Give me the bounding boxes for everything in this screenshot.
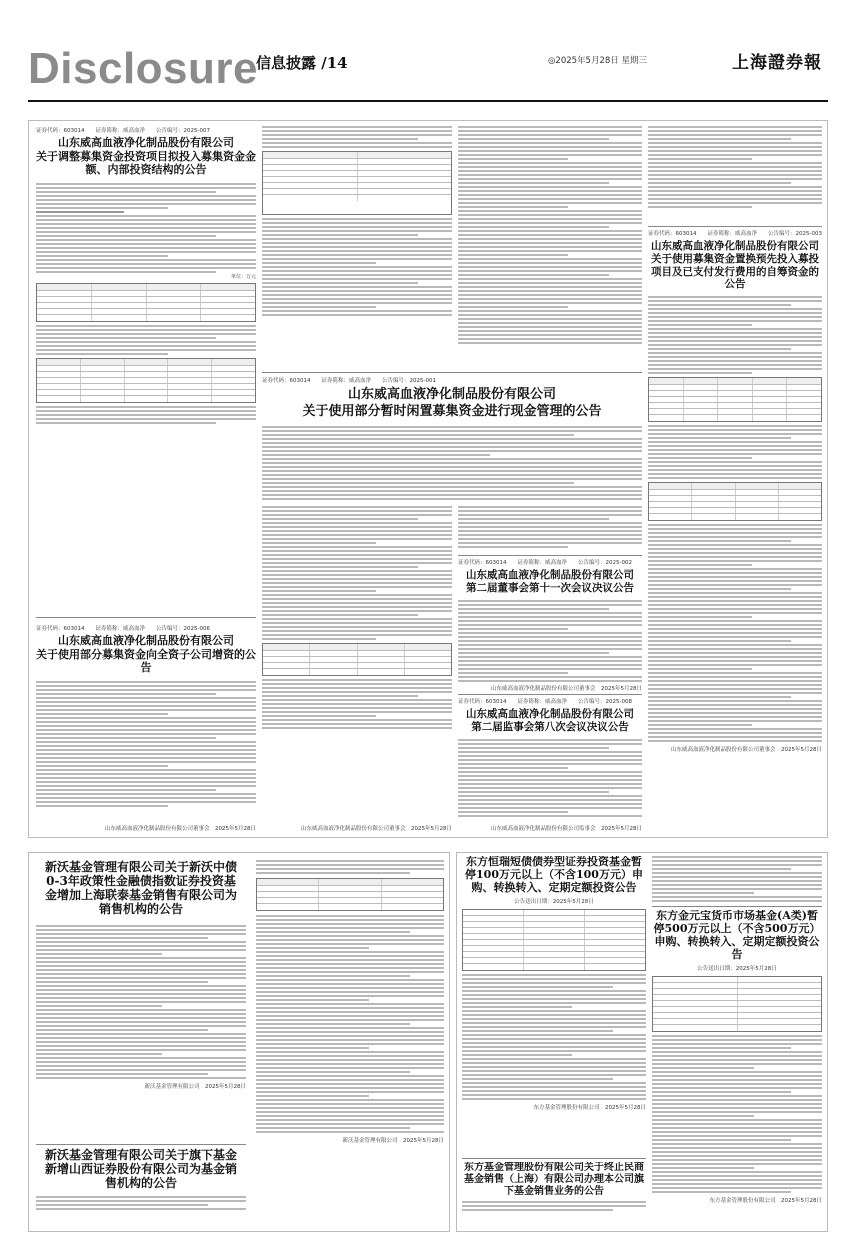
announcement-board-resolution	[458, 558, 642, 698]
stock-code-line: 证券代码：603014 证券简称：威高血净 公告编号：2025-007	[36, 128, 210, 134]
announcement-title: 新沃基金管理有限公司关于旗下基金新增山西证券股份有限公司为基金销售机构的公告	[44, 1148, 237, 1191]
divider	[36, 617, 256, 618]
unit-label: 单位：万元	[230, 273, 256, 280]
signature: 新沃基金管理有限公司 2025年5月28日	[342, 1138, 444, 1144]
body-text	[462, 1201, 646, 1211]
announcement-dongfang-hengrui	[462, 856, 646, 1156]
signature-block-ann6	[458, 824, 642, 834]
company-name: 山东威高血液净化制品股份有限公司	[651, 240, 819, 252]
divider	[648, 226, 822, 227]
signature: 新沃基金管理有限公司 2025年5月28日	[144, 1083, 246, 1090]
announcement-xinwo-shanxi	[36, 1148, 246, 1228]
announcement-title: 关于调整募集资金投资项目拟投入募集资金金额、内部投资结构的公告	[36, 149, 256, 176]
masthead-rule	[28, 100, 828, 102]
publish-date-line: 公告送出日期：2025年5月28日	[697, 965, 777, 972]
signature: 东方基金管理股份有限公司 2025年5月28日	[533, 1104, 646, 1111]
announcement-title: 东方基金管理股份有限公司关于终止民商基金销售（上海）有限公司办理本公司旗下基金销售业务的公告	[464, 1162, 644, 1197]
brand-logo: Disclosure	[28, 44, 258, 93]
signature: 东方基金管理股份有限公司 2025年5月28日	[709, 1197, 822, 1204]
company-name: 山东威高血液净化制品股份有限公司	[58, 136, 234, 149]
signature: 山东威高血液净化制品股份有限公司监事会 2025年5月28日	[491, 826, 642, 832]
company-name: 山东威高血液净化制品股份有限公司	[466, 708, 634, 720]
announcement-title: 新沃基金管理有限公司关于新沃中债0-3年政策性金融债指数证券投资基金增加上海联泰基金销售有限公司为销售机构的公告	[44, 860, 237, 917]
divider	[462, 1158, 646, 1159]
announcement-title: 关于使用募集资金置换预先投入募投项目及已支付发行费用的自筹资金的公告	[651, 253, 819, 291]
body-text	[36, 925, 246, 1079]
announcement-fund-adjustment-cont	[262, 126, 452, 370]
stock-code-line: 证券代码：603014 证券简称：威高血净 公告编号：2025-008	[458, 699, 632, 705]
body-text	[458, 600, 642, 682]
divider	[458, 555, 642, 556]
stock-code-line: 证券代码：603014 证券简称：威高血净 公告编号：2025-006	[36, 626, 210, 632]
body-text	[648, 296, 822, 374]
announcement-cash-management	[262, 376, 642, 504]
announcement-title: 第二届董事会第十一次会议决议公告	[466, 582, 634, 595]
issuance-cost-table	[648, 482, 822, 521]
announcement-xinwo-lianta	[36, 860, 246, 1140]
body-text	[262, 426, 642, 500]
company-name: 山东威高血液净化制品股份有限公司	[466, 569, 634, 581]
announcement-dongfang-jinyuanbao	[652, 910, 822, 1228]
signature-block-ann5	[458, 684, 642, 693]
announcement-fund-adjustment	[36, 126, 256, 426]
body-text	[36, 183, 256, 273]
fund-code-table	[256, 878, 444, 911]
signature-block-ann3	[36, 824, 256, 834]
body-text	[458, 739, 642, 817]
capital-table	[262, 643, 452, 676]
announcement-fund-replacement	[648, 229, 822, 834]
company-name: 山东威高血液净化制品股份有限公司	[347, 387, 556, 402]
announcement-title: 东方恒瑞短债债券型证券投资基金暂停100万元以上（不含100万元）申购、转换转入、定期定额投资公告	[465, 856, 643, 894]
newspaper-name: 上海證券報	[732, 53, 822, 73]
divider	[36, 1144, 246, 1145]
fund-info-table	[652, 976, 822, 1032]
stock-code-line: 证券代码：603014 证券简称：威高血净 公告编号：2025-002	[458, 560, 632, 566]
company-name: 山东威高血液净化制品股份有限公司	[58, 634, 234, 647]
signature: 山东威高血液净化制品股份有限公司董事会 2025年5月28日	[105, 826, 256, 832]
announcement-title: 关于使用部分暂时闲置募集资金进行现金管理的公告	[302, 404, 602, 420]
signature-block-ann2	[262, 824, 452, 834]
section-title: 信息披露 /14	[256, 54, 348, 72]
signature: 山东威高血液净化制品股份有限公司董事会 2025年5月28日	[491, 686, 642, 692]
xinwo-column-2	[256, 860, 444, 1228]
column-4-text	[648, 126, 822, 226]
dongfang-column-2-text	[652, 856, 822, 904]
announcement-title: 第二届监事会第八次会议决议公告	[471, 721, 629, 734]
body-text	[36, 681, 256, 807]
announcement-title: 东方金元宝货币市场基金(A类)暂停500万元以上（不含500万元）申购、转换转入、定期定额投资公告	[653, 910, 821, 961]
masthead	[28, 44, 828, 96]
stock-code-line: 证券代码：603014 证券简称：威高血净 公告编号：2025-003	[648, 231, 822, 237]
publish-date-line: 公告送出日期：2025年5月28日	[514, 898, 594, 905]
announcement-title: 关于使用部分募集资金向全资子公司增资的公告	[36, 647, 256, 674]
fund-table	[36, 283, 256, 322]
fund-info-table	[462, 909, 646, 971]
divider	[262, 372, 642, 373]
column-3-text	[458, 126, 642, 370]
project-table	[262, 151, 452, 215]
announcement-subsidiary-capital	[36, 624, 256, 834]
column-3-lower-text	[458, 506, 642, 556]
replacement-table	[648, 377, 822, 422]
divider	[458, 694, 642, 695]
signature: 山东威高血液净化制品股份有限公司董事会 2025年5月28日	[671, 746, 822, 753]
divider	[652, 906, 822, 907]
body-text	[462, 974, 646, 1100]
announcement-supervisory-resolution	[458, 697, 642, 834]
announcement-cash-management-body	[262, 506, 452, 834]
fund-table-2	[36, 358, 256, 403]
body-text	[36, 1196, 246, 1210]
body-text	[652, 1035, 822, 1193]
announcement-dongfang-minshang	[462, 1162, 646, 1228]
signature: 山东威高血液净化制品股份有限公司董事会 2025年5月28日	[301, 826, 452, 832]
stock-code-line: 证券代码：603014 证券简称：威高血净 公告编号：2025-001	[262, 378, 436, 384]
issue-date: ◎2025年5月28日 星期三	[548, 56, 647, 66]
